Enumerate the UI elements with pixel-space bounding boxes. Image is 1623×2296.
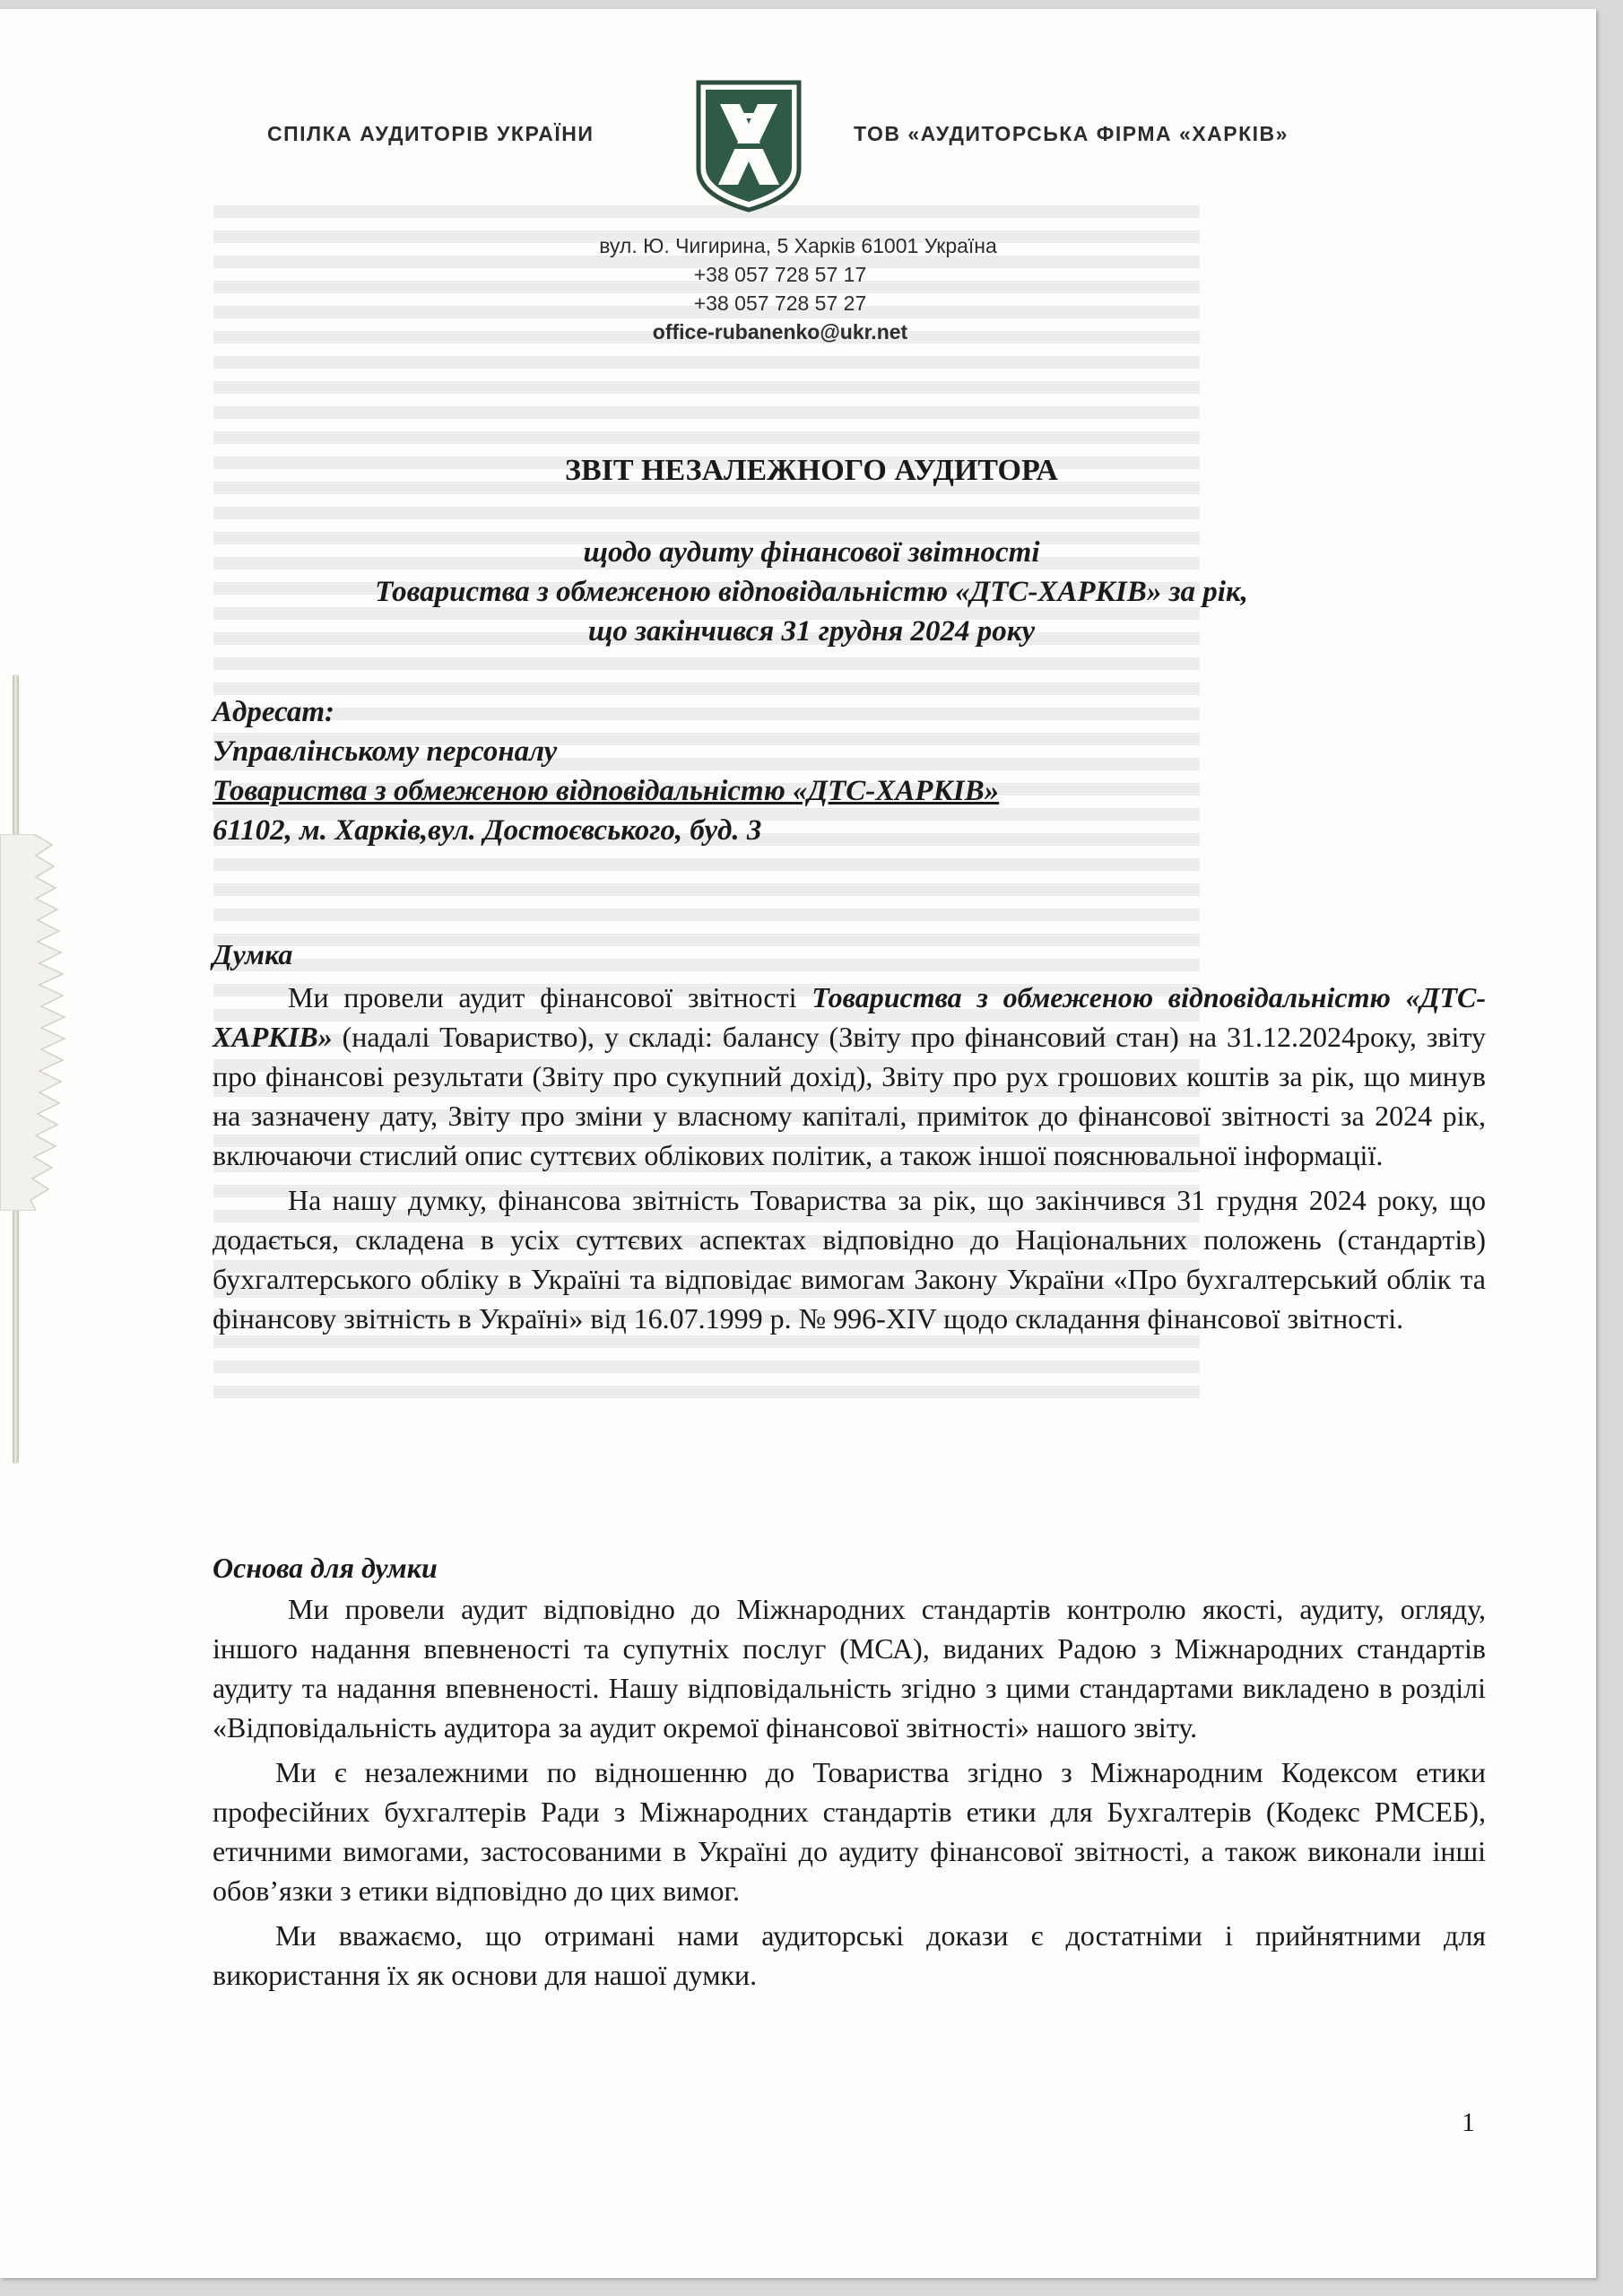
report-title: ЗВІТ НЕЗАЛЕЖНОГО АУДИТОРА — [565, 454, 1058, 487]
contact-block — [502, 231, 1058, 346]
union-name: СПІЛКА АУДИТОРІВ УКРАЇНИ — [267, 122, 595, 145]
basis-paragraph: Ми провели аудит відповідно до Міжнародних стандартів контролю якості, аудиту, огляду, іншого надання впевненості та супутніх послуг (МСА), виданих Радою з Міжнародних стандартів аудиту та надання впевненості. Нашу відповідальність згідно з цими стандартами викладено в розділі «Відповідальність аудитора за аудит окремої фінансової звітності» нашого звіту. — [213, 1593, 1486, 1744]
opinion-text-start: Ми провели аудит фінансової звітності — [288, 981, 812, 1013]
company-name: Товариства з обмеженою відповідальністю «ДТС-ХАРКІВ» — [213, 981, 1487, 1053]
subtitle-line: що закінчився 31 грудня 2024 року — [587, 615, 1036, 648]
subtitle-line: щодо аудиту фінансової звітності — [583, 536, 1040, 569]
document-page — [0, 9, 1596, 2278]
subtitle-line: Товариства з обмеженою відповідальністю «ДТС-ХАРКІВ» за рік, — [375, 576, 1248, 608]
addressee-label: Адресат: — [213, 696, 335, 728]
opinion-text-rest: (надалі Товариство), у складі: балансу (Звіту про фінансовий стан) на 31.12.2024року, звіту про фінансові результати (Звіту про сукупний дохід), Звіту про рух грошових коштів за рік, що минув на зазначену дату, Звіту про зміни у власному капіталі, приміток до фінансової звітності за 2024 рік, включаючи стислий опис суттєвих облікових політик, а також іншої пояснювальної інформації. — [213, 1021, 1486, 1171]
firm-logo-icon — [695, 79, 803, 213]
addressee-line: Управлінському персоналу — [213, 735, 558, 768]
basis-section — [213, 1589, 1486, 1995]
addressee-line: 61102, м. Харків,вул. Достоєвського, буд. 3 — [213, 814, 762, 847]
section-heading-basis: Основа для думки — [213, 1552, 438, 1584]
addressee-block — [213, 692, 999, 850]
firm-name: ТОВ «АУДИТОРСЬКА ФІРМА «ХАРКІВ» — [854, 122, 1289, 145]
addressee-line: Товариства з обмеженою відповідальністю «ДТС-ХАРКІВ» — [213, 775, 1000, 807]
email-address: office-rubanenko@ukr.net — [652, 320, 908, 344]
opinion-paragraph — [213, 978, 1486, 1175]
section-heading-opinion: Думка — [213, 938, 293, 970]
opinion-section — [213, 978, 1486, 1338]
basis-paragraph: Ми є незалежними по відношенню до Товариства згідно з Міжнародним Кодексом етики професійних бухгалтерів Ради з Міжнародних стандартів етики для Бухгалтерів (Кодекс РМСЕБ), етичними вимогами, застосованими в Україні до аудиту фінансової звітності, а також виконали інші обов’язки з етики відповідно до цих вимог. — [213, 1756, 1486, 1907]
opinion-paragraph: На нашу думку, фінансова звітність Товариства за рік, що закінчився 31 грудня 2024 року, що додається, складена в усіх суттєвих аспектах відповідно до Національних положень (стандартів) бухгалтерського обліку в Україні та відповідає вимогам Закону України «Про бухгалтерський облік та фінансову звітність в Україні» від 16.07.1999 р. № 996-XIV щодо складання фінансової звітності. — [213, 1184, 1486, 1335]
seal-sticker-icon — [0, 834, 72, 1211]
report-subtitle — [0, 533, 1596, 651]
phone-2: +38 057 728 57 27 — [693, 291, 867, 315]
phone-1: +38 057 728 57 17 — [693, 263, 867, 286]
firm-address: вул. Ю. Чигирина, 5 Харків 61001 Україна — [599, 234, 997, 257]
basis-paragraph: Ми вважаємо, що отримані нами аудиторські докази є достатніми і прийнятними для використання їх як основи для нашої думки. — [213, 1919, 1486, 1991]
page-number: 1 — [1462, 2108, 1475, 2137]
